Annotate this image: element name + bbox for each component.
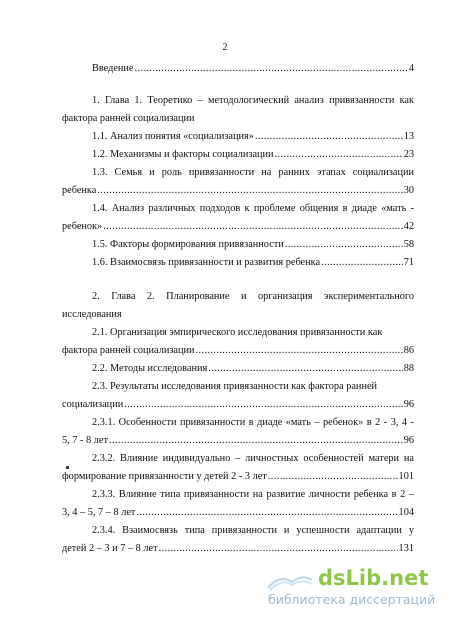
leader-dots [285, 236, 403, 254]
leader-dots [255, 128, 403, 146]
toc-entry-1-5 [92, 236, 414, 254]
watermark-logo: dsLib.net [318, 566, 429, 590]
toc-chapter-2 [62, 288, 414, 324]
toc-page: 13 [403, 131, 414, 142]
toc-entry-2-3-2 [62, 450, 414, 486]
toc-title: 3, 4 – 5, 7 – 8 лет [62, 507, 136, 518]
leader-dots [109, 432, 403, 450]
toc-title: ребенка [62, 185, 97, 196]
toc-chapter-line: 2. Глава 2. Планирование и организация экспериментального [92, 291, 414, 302]
toc-page: 131 [398, 543, 414, 554]
toc-title: 5, 7 - 8 лет [62, 435, 108, 446]
toc-chapter-1 [62, 92, 414, 128]
toc-title: 1.5. Факторы формирования привязанности [92, 239, 284, 250]
toc-chapter-line: исследования [62, 309, 122, 320]
toc-page: 4 [408, 63, 414, 74]
leader-dots [196, 342, 403, 360]
leader-dots [103, 218, 403, 236]
toc-entry-1-3 [62, 164, 414, 200]
toc-entry-intro [92, 60, 414, 78]
toc-title: фактора ранней социализации [62, 345, 195, 356]
toc-entry-2-2 [92, 360, 414, 378]
leader-dots [208, 360, 402, 378]
toc-first-line: 2.1. Организация эмпирического исследования привязанности как [92, 327, 383, 338]
leader-dots [159, 540, 398, 558]
page-number: 2 [222, 42, 228, 53]
toc-first-line: 2.3.3. Влияние типа привязанности на развитие личности ребенка в 2 – [92, 489, 414, 500]
toc-entry-1-4 [62, 200, 414, 236]
toc-page: 23 [403, 149, 414, 160]
toc-entry-1-1 [92, 128, 414, 146]
watermark [262, 562, 448, 616]
leader-dots [136, 504, 397, 522]
toc-title: 1.2. Механизмы и факторы социализации [92, 149, 274, 160]
toc-page: 71 [403, 257, 414, 268]
scan-artifact [66, 466, 69, 469]
toc-page: 58 [403, 239, 414, 250]
leader-dots [135, 60, 408, 78]
toc-page: 96 [403, 435, 414, 446]
toc-page: 96 [403, 399, 414, 410]
toc-title: социализации [62, 399, 124, 410]
toc-entry-2-3 [62, 378, 414, 414]
toc-first-line: 2.3.2. Влияние индивидуально – личностных особенностей матери на [92, 453, 414, 464]
book-logo-icon [266, 568, 314, 592]
leader-dots [97, 182, 402, 200]
toc-chapter-line: 1. Глава 1. Теоретико – методологический анализ привязанности как [92, 95, 414, 106]
toc-first-line: 2.3.1. Особенности привязанности в диаде «мать – ребенок» в 2 - 3, 4 - [92, 417, 414, 428]
toc-page: 42 [403, 221, 414, 232]
leader-dots [124, 396, 402, 414]
toc-first-line: 2.3. Результаты исследования привязанности как фактора ранней [92, 381, 378, 392]
toc-page: 30 [403, 185, 414, 196]
toc-title: формирование привязанности у детей 2 - 3 лет [62, 471, 267, 482]
toc-entry-2-1 [62, 324, 414, 360]
toc-page: 86 [403, 345, 414, 356]
toc-chapter-line: фактора ранней социализации [62, 113, 195, 124]
leader-dots [321, 254, 403, 272]
toc-entry-2-3-3 [62, 486, 414, 522]
toc-entry-2-3-1 [62, 414, 414, 450]
watermark-caption: библиотека диссертаций [268, 592, 436, 607]
leader-dots [268, 468, 398, 486]
toc-first-line: 2.3.4. Взаимосвязь типа привязанности и успешности адаптации у [92, 525, 414, 536]
toc-page: 88 [403, 363, 414, 374]
toc-title: 1.6. Взаимосвязь привязанности и развития ребенка [92, 257, 321, 268]
toc-page: 101 [398, 471, 414, 482]
toc-title: детей 2 – 3 и 7 – 8 лет [62, 543, 158, 554]
toc-entry-2-3-4 [62, 522, 414, 558]
toc-title: Введение [92, 63, 134, 74]
toc-first-line: 1.3. Семья и роль привязанности на ранних этапах социализации [92, 167, 414, 178]
toc-title: 2.2. Методы исследования [92, 363, 208, 374]
leader-dots [275, 146, 403, 164]
toc-entry-1-2 [92, 146, 414, 164]
toc-first-line: 1.4. Анализ различных подходов к проблеме общения в диаде «мать - [92, 203, 414, 214]
toc-title: ребенок» [62, 221, 103, 232]
toc-page: 104 [398, 507, 414, 518]
toc-entry-1-6 [92, 254, 414, 272]
toc-title: 1.1. Анализ понятия «социализация» [92, 131, 254, 142]
